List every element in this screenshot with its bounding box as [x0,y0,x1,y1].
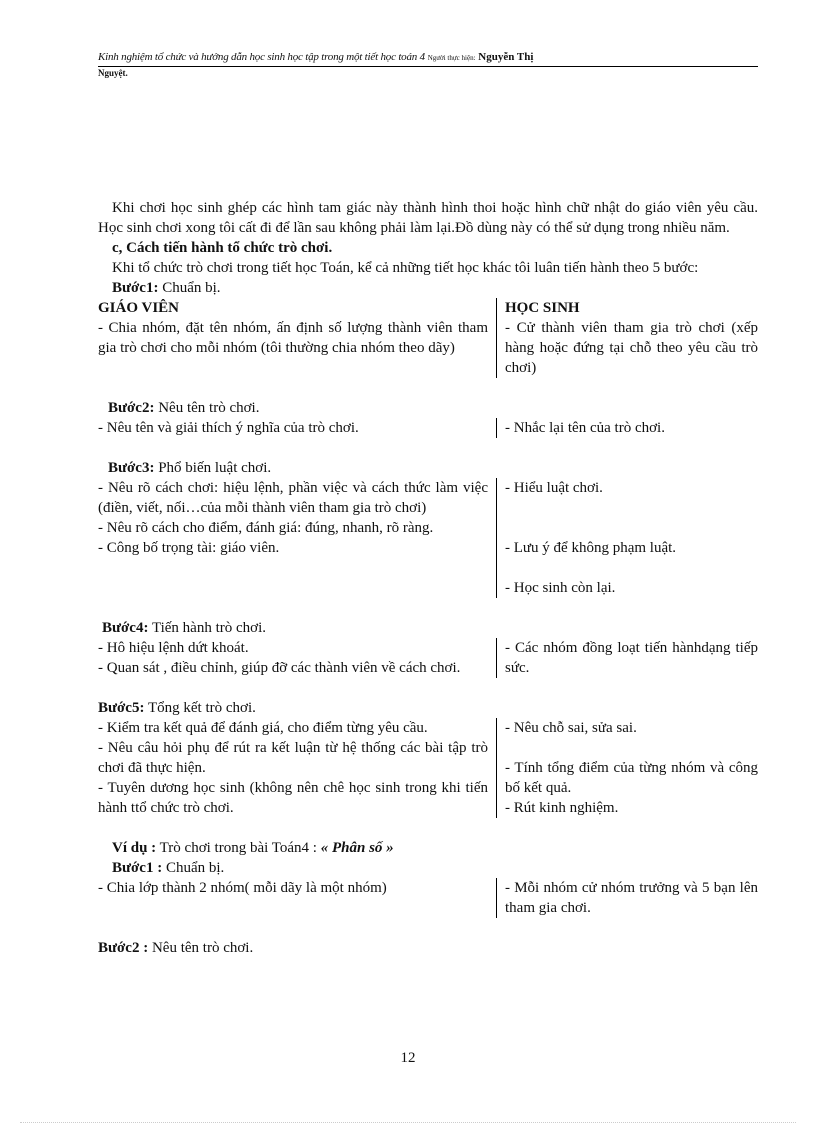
example-student-text: - Mỗi nhóm cử nhóm trưởng và 5 bạn lên tham gia chơi. [496,878,758,918]
step2-student-text: - Nhắc lại tên của trò chơi. [496,418,758,438]
step2-text: Nêu tên trò chơi. [158,400,260,416]
example-table [98,878,758,918]
step5-teacher-2: - Nêu câu hỏi phụ để rút ra kết luận từ hệ thống các bài tập trò chơi đã thực hiện. [98,740,488,776]
page-number: 12 [400,1050,416,1066]
step4-student-col [496,638,758,678]
header-author-last: Nguyệt. [98,68,128,78]
step3-teacher-col [98,478,488,598]
example-step1-heading [98,858,758,878]
step1-teacher-col [98,298,488,378]
step4-heading [98,618,758,638]
step5-student-2: - Tính tổng điểm của từng nhóm và công bố kết quả. [505,760,758,796]
col-teacher-header: GIÁO VIÊN [98,300,179,316]
step3-text: Phổ biến luật chơi. [158,460,272,476]
step3-student-1: - Hiểu luật chơi. [505,480,603,496]
intro-paragraph-2: Khi tổ chức trò chơi trong tiết học Toán, kể cả những tiết học khác tôi luân tiến hành theo 5 bước: [112,260,699,276]
step1-teacher-text: - Chia nhóm, đặt tên nhóm, ấn định số lượng thành viên tham gia trò chơi cho mỗi nhóm (tôi thường chia nhóm theo dãy) [98,320,488,356]
intro-paragraph: Khi chơi học sinh ghép các hình tam giác này thành hình thoi hoặc hình chữ nhật do giáo viên yêu cầu. Học sinh chơi xong tôi cất đi để lần sau không phải làm lại.Đồ dùng này có thể sử dụng trong nhiều năm. [98,200,758,236]
page-header [98,50,758,67]
example-step1-text: Chuẩn bị. [165,860,225,876]
step3-teacher-3: - Công bố trọng tài: giáo viên. [98,540,280,556]
step2-label: Bước2: [108,400,155,416]
step5-heading [98,698,758,718]
step5-table [98,718,758,818]
step4-table [98,638,758,678]
step1-table [98,298,758,378]
example-step2-text: Nêu tên trò chơi. [151,940,254,956]
page-content [98,198,758,958]
step3-teacher-2: - Nêu rõ cách cho điểm, đánh giá: đúng, nhanh, rõ ràng. [98,520,434,536]
step1-student-text: - Cử thành viên tham gia trò chơi (xếp hàng hoặc đứng tại chỗ theo yêu cầu trò chơi) [505,320,758,376]
step2-teacher-text: - Nêu tên và giải thích ý nghĩa của trò chơi. [98,420,359,436]
step4-teacher-1: - Hô hiệu lệnh dứt khoát. [98,640,249,656]
section-heading: c, Cách tiến hành tổ chức trò chơi. [112,240,333,256]
example-heading [98,838,758,858]
step1-heading [98,278,758,298]
step5-label: Bước5: [98,700,145,716]
step4-label: Bước4: [102,620,149,636]
step3-table [98,478,758,598]
example-step1-label: Bước1 : [112,860,163,876]
step3-student-3: - Học sinh còn lại. [505,580,616,596]
step5-teacher-1: - Kiểm tra kết quả để đánh giá, cho điểm từng yêu cầu. [98,720,428,736]
step3-student-2: - Lưu ý để không phạm luật. [505,540,677,556]
step3-teacher-1: - Nêu rõ cách chơi: hiệu lệnh, phần việc và cách thức làm việc (điền, viết, nối…của mỗi thành viên tham gia trò chơi) [98,480,488,516]
example-label: Ví dụ : [112,840,157,856]
step5-teacher-col [98,718,488,818]
step2-table [98,418,758,438]
header-author-label: Người thực hiện: [427,54,476,62]
header-title: Kinh nghiệm tổ chức và hướng dẫn học sinh học tập trong một tiết học toán 4 [98,51,425,63]
col-student-header: HỌC SINH [505,300,580,316]
step5-text: Tổng kết trò chơi. [147,700,256,716]
step1-label: Bước1: [112,280,159,296]
step3-heading [98,458,758,478]
step5-teacher-3: - Tuyên dương học sinh (không nên chê học sinh trong khi tiến hành ttổ chức trò chơi. [98,780,488,816]
example-title: « Phân số » [320,840,394,856]
step4-teacher-col [98,638,488,678]
step1-student-col [496,298,758,378]
step5-student-3: - Rút kinh nghiệm. [505,800,619,816]
example-text: Trò chơi trong bài Toán4 : [159,840,317,856]
step3-student-col [496,478,758,598]
step5-student-col [496,718,758,818]
step4-student-1: - Các nhóm đồng loạt tiến hànhdạng tiếp sức. [505,640,758,676]
example-step2-label: Bước2 : [98,940,149,956]
header-author-name: Nguyễn Thị [478,51,534,63]
example-teacher-text: - Chia lớp thành 2 nhóm( mỗi dãy là một nhóm) [98,880,387,896]
example-step2-heading [98,938,758,958]
step4-text: Tiến hành trò chơi. [151,620,266,636]
step4-teacher-2: - Quan sát , điều chỉnh, giúp đỡ các thành viên về cách chơi. [98,660,461,676]
step2-heading [98,398,758,418]
step1-text: Chuẩn bị. [162,280,221,296]
step5-student-1: - Nêu chỗ sai, sửa sai. [505,720,637,736]
step3-label: Bước3: [108,460,155,476]
